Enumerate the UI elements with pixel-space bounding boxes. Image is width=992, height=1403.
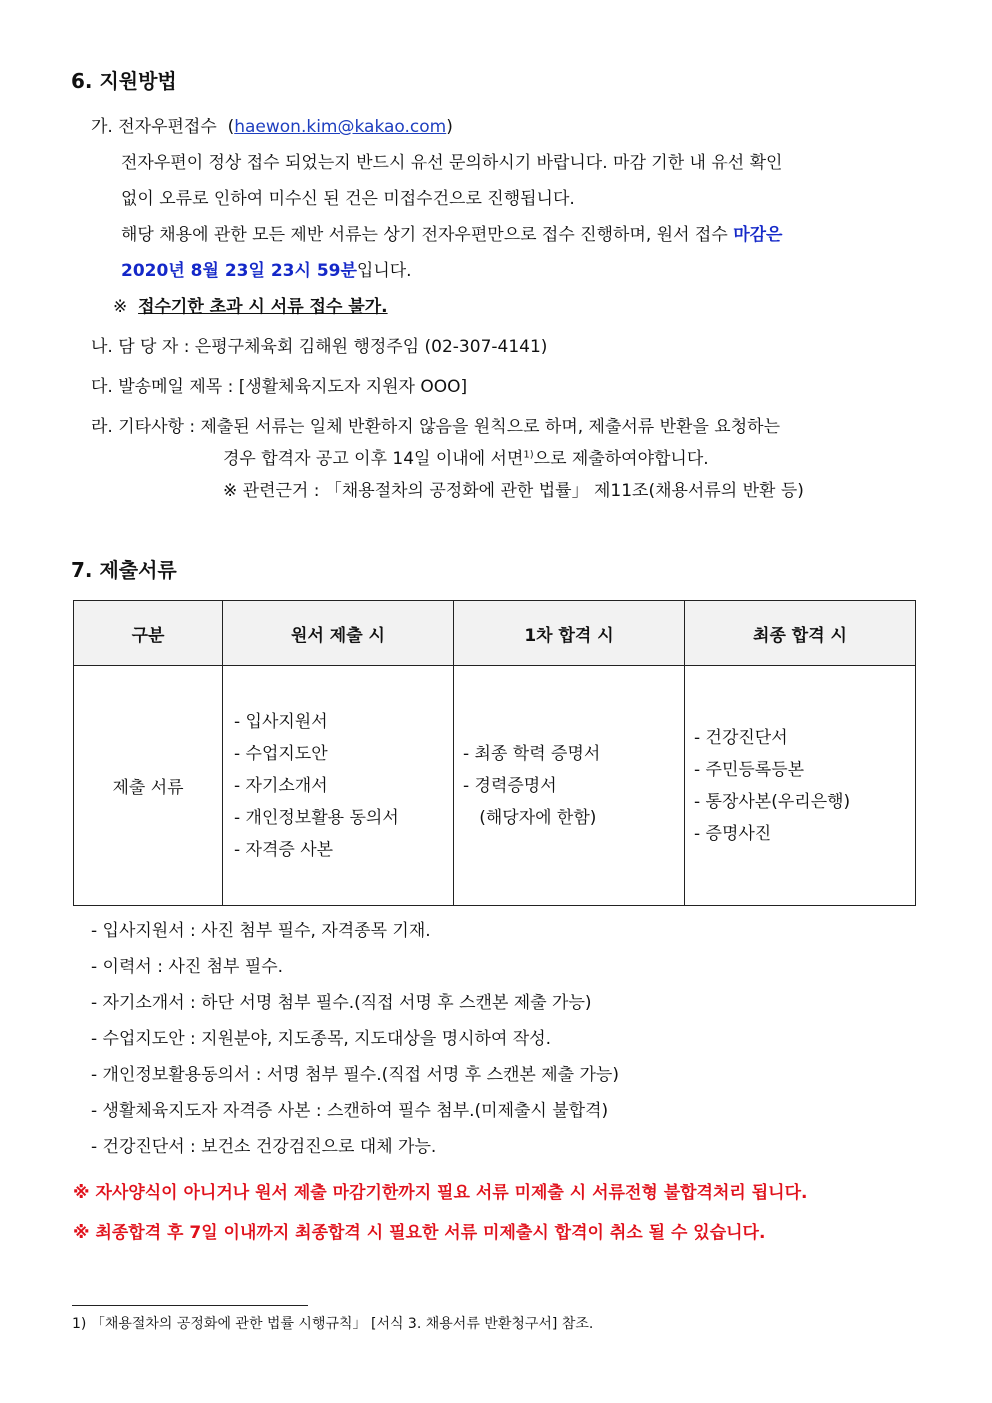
doc-note: - 수업지도안 : 지원분야, 지도종목, 지도대상을 명시하여 작성. xyxy=(91,1029,552,1049)
email-submission-label: 가. 전자우편접수 xyxy=(91,117,217,137)
documents-table xyxy=(73,600,916,906)
doc-note: - 자기소개서 : 하단 서명 첨부 필수.(직접 서명 후 스캔본 제출 가능) xyxy=(91,993,592,1013)
other-notes-line2 xyxy=(223,449,709,469)
first-pass-docs-list xyxy=(455,738,683,834)
footnote-divider xyxy=(72,1305,308,1306)
footnote: 1) 「채용절차의 공정화에 관한 법률 시행규칙」 [서식 3. 채용서류 반환청구서] 참조. xyxy=(72,1316,594,1332)
header-category: 구분 xyxy=(74,601,223,666)
footnote-ref[interactable]: 1) xyxy=(523,449,534,461)
email-instruction-line3 xyxy=(121,225,782,245)
list-item: - 수업지도안 xyxy=(234,743,328,764)
list-item: (해당자에 한함) xyxy=(463,807,597,828)
section-6-title: 6. 지원방법 xyxy=(71,69,177,93)
list-item: - 건강진단서 xyxy=(694,727,788,748)
deadline-date: 2020년 8월 23일 23시 59분 xyxy=(121,261,357,281)
list-item: - 증명사진 xyxy=(694,823,772,844)
doc-note: - 건강진단서 : 보건소 건강검진으로 대체 가능. xyxy=(91,1137,437,1157)
email-instruction-line2: 없이 오류로 인하여 미수신 된 건은 미접수건으로 진행됩니다. xyxy=(121,189,575,209)
deadline-suffix: 입니다. xyxy=(356,261,412,281)
list-item: - 개인정보활용 동의서 xyxy=(234,807,399,828)
email-link[interactable]: haewon.kim@kakao.com xyxy=(234,117,447,137)
legal-basis-line: ※ 관련근거 : 「채용절차의 공정화에 관한 법률」 제11조(채용서류의 반환 등) xyxy=(223,481,804,501)
list-item: - 경력증명서 xyxy=(463,775,557,796)
table-row xyxy=(74,666,916,906)
doc-note: - 개인정보활용동의서 : 서명 첨부 필수.(직접 서명 후 스캔본 제출 가능) xyxy=(91,1065,619,1085)
email-instruction-line1: 전자우편이 정상 접수 되었는지 반드시 유선 문의하시기 바랍니다. 마감 기한 내 유선 확인 xyxy=(121,153,783,173)
doc-note: - 생활체육지도자 자격증 사본 : 스캔하여 필수 첨부.(미제출시 불합격) xyxy=(91,1101,609,1121)
late-submission-text: 접수기한 초과 시 서류 접수 불가. xyxy=(138,297,388,317)
list-item: - 입사지원서 xyxy=(234,711,328,732)
deadline-label: 마감은 xyxy=(733,225,783,245)
mail-subject-line: 다. 발송메일 제목 : [생활체육지도자 지원자 OOO] xyxy=(91,377,468,397)
warning-disqualification: ※ 자사양식이 아니거나 원서 제출 마감기한까지 필요 서류 미제출 시 서류전형 불합격처리 됩니다. xyxy=(73,1183,808,1203)
doc-note: - 입사지원서 : 사진 첨부 필수, 자격종목 기재. xyxy=(91,921,431,941)
list-item: - 자격증 사본 xyxy=(234,839,334,860)
row-label: 제출 서류 xyxy=(74,666,223,906)
header-first-pass: 1차 합격 시 xyxy=(454,601,685,666)
other-notes-line1: 라. 기타사항 : 제출된 서류는 일체 반환하지 않음을 원칙으로 하며, 제출서류 반환을 요청하는 xyxy=(91,417,780,437)
email-paren-close: ) xyxy=(446,117,453,137)
other-notes-line2-suffix: 으로 제출하여야합니다. xyxy=(533,449,709,469)
note-mark: ※ xyxy=(113,297,128,317)
other-notes-line2-text: 경우 합격자 공고 이후 14일 이내에 서면 xyxy=(223,449,524,469)
late-submission-note xyxy=(113,297,388,317)
list-item: - 주민등록등본 xyxy=(694,759,805,780)
final-pass-docs-list xyxy=(686,722,914,850)
list-item: - 통장사본(우리은행) xyxy=(694,791,851,812)
email-paren-open: ( xyxy=(227,117,235,137)
email-submission-line xyxy=(91,117,453,137)
application-docs-cell xyxy=(223,666,454,906)
header-final-pass: 최종 합격 시 xyxy=(685,601,916,666)
contact-person-line: 나. 담 당 자 : 은평구체육회 김해원 행정주임 (02-307-4141) xyxy=(91,337,548,357)
first-pass-docs-cell xyxy=(454,666,685,906)
final-pass-docs-cell xyxy=(685,666,916,906)
header-application: 원서 제출 시 xyxy=(223,601,454,666)
doc-note: - 이력서 : 사진 첨부 필수. xyxy=(91,957,284,977)
email-instruction-line3-text: 해당 채용에 관한 모든 제반 서류는 상기 전자우편만으로 접수 진행하며, 원서 접수 xyxy=(121,225,728,245)
application-docs-list xyxy=(224,706,452,866)
deadline-line xyxy=(121,261,412,281)
warning-cancellation: ※ 최종합격 후 7일 이내까지 최종합격 시 필요한 서류 미제출시 합격이 취소 될 수 있습니다. xyxy=(73,1223,766,1243)
section-7-title: 7. 제출서류 xyxy=(71,558,177,582)
table-header-row xyxy=(74,601,916,666)
list-item: - 최종 학력 증명서 xyxy=(463,743,601,764)
list-item: - 자기소개서 xyxy=(234,775,328,796)
